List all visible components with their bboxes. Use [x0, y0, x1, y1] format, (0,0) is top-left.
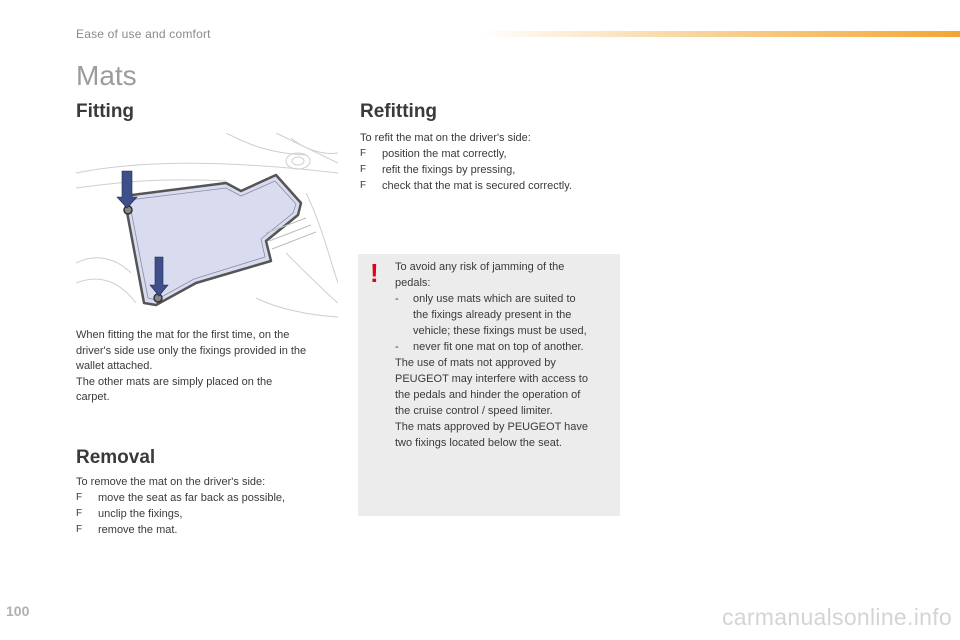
bullet-icon: F: [360, 164, 367, 175]
removal-intro: To remove the mat on the driver's side:: [76, 476, 266, 488]
warning-item: [395, 339, 613, 355]
warning-line: the pedals and hinder the operation of: [395, 389, 581, 401]
fitting-heading: Fitting: [76, 101, 135, 122]
bullet-icon: F: [360, 180, 367, 191]
warning-line: only use mats which are suited to: [413, 293, 576, 305]
warning-text: [395, 259, 613, 451]
warning-line: The use of mats not approved by: [395, 357, 556, 369]
list-item: F refit the fixings by pressing,: [360, 164, 516, 176]
fitting-line: wallet attached.: [76, 360, 153, 372]
removal-heading: Removal: [76, 447, 156, 468]
section-accent-bar: [480, 31, 960, 37]
refitting-intro: To refit the mat on the driver's side:: [360, 132, 531, 144]
page-title: Mats: [76, 60, 137, 91]
fitting-line: carpet.: [76, 391, 110, 403]
bullet-icon: F: [76, 508, 83, 519]
mat-illustration: [76, 133, 338, 319]
fitting-line: The other mats are simply placed on the: [76, 375, 273, 388]
warning-line: The mats approved by PEUGEOT have: [395, 421, 588, 433]
fitting-text: [76, 328, 338, 406]
warning-line: pedals:: [395, 277, 431, 289]
list-item: F unclip the fixings,: [76, 508, 183, 520]
warning-line: two fixings located below the seat.: [395, 437, 562, 449]
list-item: F move the seat as far back as possible,: [76, 492, 286, 504]
refitting-heading: Refitting: [360, 101, 438, 122]
warning-line: To avoid any risk of jamming of the: [395, 261, 565, 273]
fitting-line: driver's side use only the fixings provided in the: [76, 344, 307, 357]
list-item: F remove the mat.: [76, 524, 178, 536]
warning-line: the fixings already present in the: [413, 309, 572, 321]
warning-line: vehicle; these fixings must be used,: [413, 325, 587, 337]
bullet-icon: F: [76, 524, 83, 535]
refitting-list: [360, 146, 630, 194]
list-item: F check that the mat is secured correctly.: [360, 180, 572, 192]
fitting-line: When fitting the mat for the first time, on the: [76, 329, 290, 341]
removal-list: [76, 490, 346, 538]
warning-line: the cruise control / speed limiter.: [395, 405, 553, 417]
warning-line: never fit one mat on top of another.: [413, 341, 584, 353]
bullet-icon: F: [360, 148, 367, 159]
dash-mark: -: [395, 293, 399, 305]
warning-item: [395, 291, 613, 339]
section-label: Ease of use and comfort: [76, 27, 211, 41]
warning-icon: !: [370, 258, 379, 288]
warning-box: [358, 254, 620, 516]
watermark: carmanualsonline.info: [721, 604, 952, 630]
warning-line: PEUGEOT may interfere with access to: [395, 373, 588, 385]
bullet-icon: F: [76, 492, 83, 503]
page-number: 100: [6, 603, 30, 619]
list-item: F position the mat correctly,: [360, 148, 507, 160]
dash-mark: -: [395, 341, 399, 353]
